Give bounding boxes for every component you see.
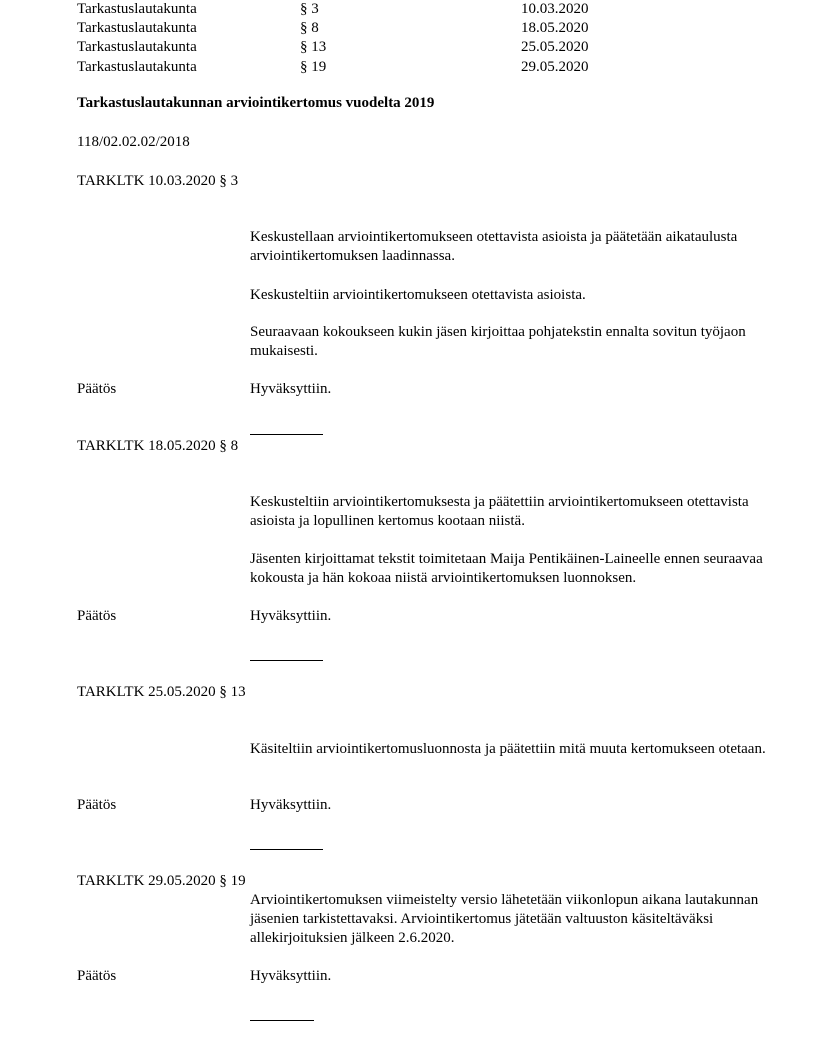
meeting-3-paragraph-1: Käsiteltiin arviointikertomusluonnosta ja päätettiin mitä muuta kertomukseen otetaan. xyxy=(250,741,766,757)
meeting-2-paragraph-1: Keskusteltiin arviointikertomuksesta ja päätettiin arviointikertomukseen otettavista asioista ja lopullinen kertomus kootaan niistä. xyxy=(250,494,749,529)
meeting-2-decision: Hyväksyttiin. xyxy=(250,608,332,624)
meeting-4-decision: Hyväksyttiin. xyxy=(250,968,332,984)
meeting-1-divider xyxy=(250,434,323,435)
schedule-row-2-section: § 8 xyxy=(300,20,319,36)
meeting-3-heading: TARKLTK 25.05.2020 § 13 xyxy=(77,684,246,700)
schedule-row-1-body: Tarkastuslautakunta xyxy=(77,1,197,17)
schedule-row-1-section: § 3 xyxy=(300,1,319,17)
meeting-2-divider xyxy=(250,660,323,661)
meeting-4-paragraph-1: Arviointikertomuksen viimeistelty versio lähetetään viikonlopun aikana lautakunnan jäsenien tarkistettavaksi. Arviointikertomus jätetään valtuuston käsiteltäväksi allekirjoituksien jälkeen 2.6.2020. xyxy=(250,892,759,946)
schedule-row-3-body: Tarkastuslautakunta xyxy=(77,39,197,55)
reference-number: 118/02.02.02/2018 xyxy=(77,134,190,150)
schedule-row-4-body: Tarkastuslautakunta xyxy=(77,59,197,75)
meeting-4-divider xyxy=(250,1020,314,1021)
meeting-2-paragraph-2: Jäsenten kirjoittamat tekstit toimitetaan Maija Pentikäinen-Laineelle ennen seuraavaa kokousta ja hän kokoaa niistä arviointikertomuksen luonnoksen. xyxy=(250,551,763,586)
schedule-row-4-date: 29.05.2020 xyxy=(521,59,589,75)
schedule-row-1-date: 10.03.2020 xyxy=(521,1,589,17)
meeting-2-decision-label: Päätös xyxy=(77,608,117,624)
document-title: Tarkastuslautakunnan arviointikertomus vuodelta 2019 xyxy=(77,95,435,111)
meeting-4-decision-label: Päätös xyxy=(77,968,117,984)
meeting-1-paragraph-3: Seuraavaan kokoukseen kukin jäsen kirjoittaa pohjatekstin ennalta sovitun työjaon mukaisesti. xyxy=(250,324,746,359)
meeting-1-decision: Hyväksyttiin. xyxy=(250,381,332,397)
schedule-row-2-date: 18.05.2020 xyxy=(521,20,589,36)
schedule-row-3-section: § 13 xyxy=(300,39,327,55)
meeting-1-paragraph-1: Keskustellaan arviointikertomukseen otettavista asioista ja päätetään aikataulusta arviointikertomuksen laadinnassa. xyxy=(250,229,738,264)
schedule-row-3-date: 25.05.2020 xyxy=(521,39,589,55)
meeting-1-decision-label: Päätös xyxy=(77,381,117,397)
meeting-2-heading: TARKLTK 18.05.2020 § 8 xyxy=(77,438,239,454)
meeting-4-heading: TARKLTK 29.05.2020 § 19 xyxy=(77,873,246,889)
meeting-1-paragraph-2: Keskusteltiin arviointikertomukseen otettavista asioista. xyxy=(250,287,586,303)
schedule-row-2-body: Tarkastuslautakunta xyxy=(77,20,197,36)
meeting-1-heading: TARKLTK 10.03.2020 § 3 xyxy=(77,173,239,189)
meeting-3-divider xyxy=(250,849,323,850)
meeting-3-decision-label: Päätös xyxy=(77,797,117,813)
schedule-row-4-section: § 19 xyxy=(300,59,327,75)
meeting-3-decision: Hyväksyttiin. xyxy=(250,797,332,813)
